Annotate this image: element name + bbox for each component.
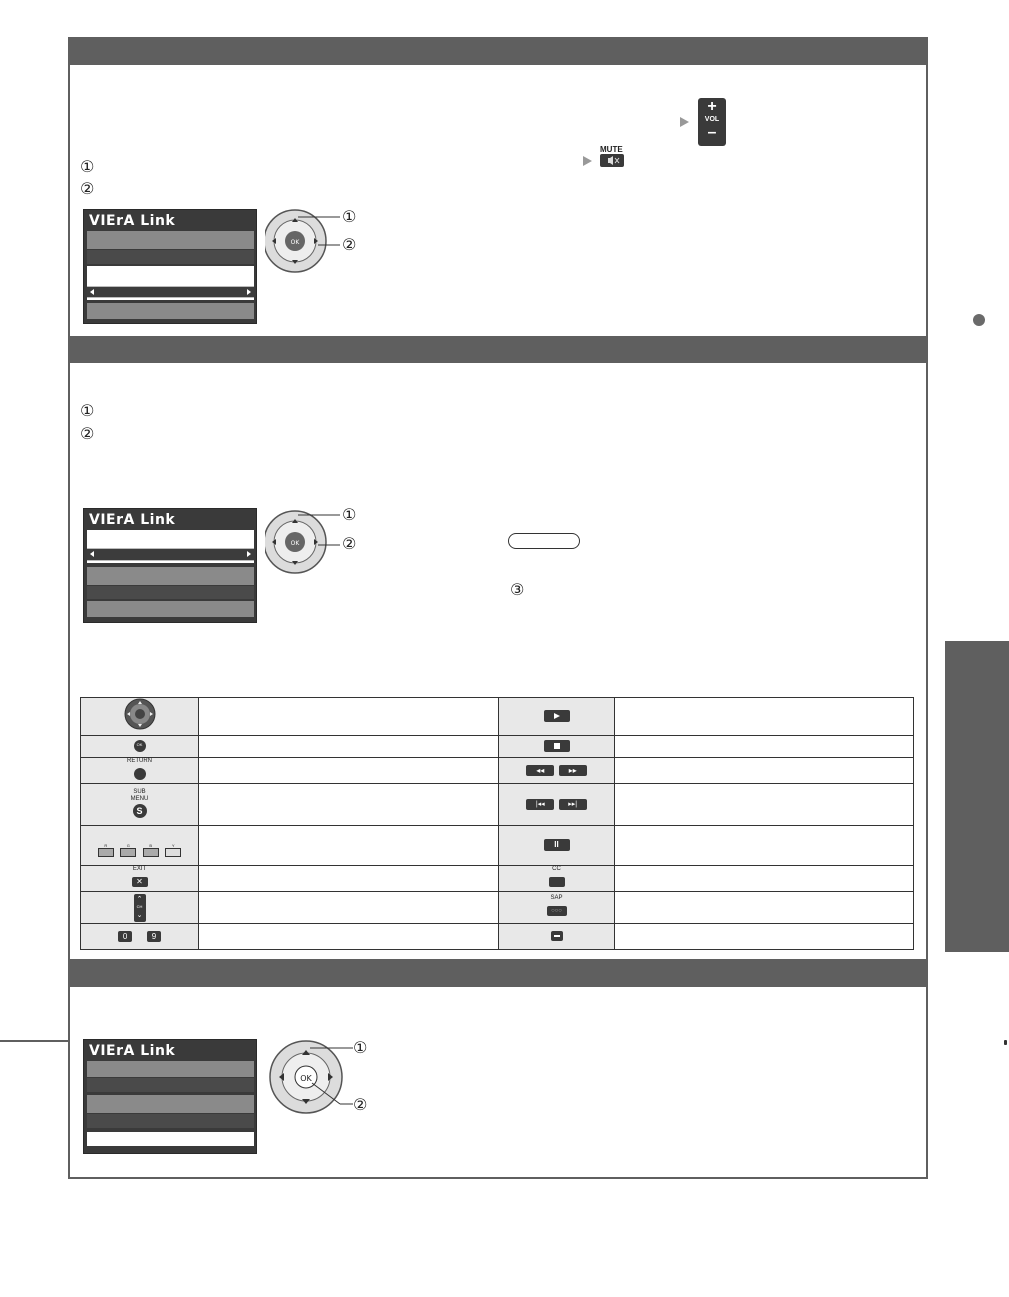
callout-2: ②	[342, 235, 357, 254]
svg-text:OK: OK	[290, 540, 300, 547]
dash-icon	[551, 931, 563, 941]
return-label: RETURN	[127, 758, 152, 764]
cc-icon	[549, 877, 565, 887]
callout-1: ①	[342, 207, 357, 226]
table-cell	[199, 698, 499, 736]
section-header-bar-2	[69, 336, 928, 363]
table-cell	[199, 866, 499, 892]
bullet-dot	[973, 314, 985, 326]
mute-label: MUTE	[600, 145, 623, 154]
table-cell	[81, 758, 199, 784]
sap-icon: ○○○	[547, 906, 567, 916]
skip-forward-icon: ▸▸|	[559, 799, 587, 810]
exit-label: EXIT	[132, 866, 147, 872]
table-cell	[81, 892, 199, 924]
stop-icon	[544, 740, 570, 752]
step-number-2: ②	[80, 179, 95, 198]
table-cell	[615, 924, 914, 950]
arrow-icon	[680, 117, 689, 127]
dpad-small-icon	[124, 698, 156, 730]
table-cell	[499, 736, 615, 758]
table-cell	[499, 866, 615, 892]
table-cell	[615, 866, 914, 892]
step-number-1: ①	[80, 401, 95, 420]
small-dot	[1004, 1040, 1007, 1045]
table-cell	[199, 784, 499, 826]
ok-button-icon: OK	[134, 740, 146, 752]
table-cell	[81, 866, 199, 892]
table-cell	[81, 736, 199, 758]
step-number-2: ②	[80, 424, 95, 443]
table-cell	[81, 826, 199, 866]
sub-menu-icon: S	[133, 804, 147, 818]
svg-text:OK: OK	[300, 1074, 312, 1083]
table-cell	[615, 784, 914, 826]
viera-link-menu-2	[83, 508, 257, 623]
table-cell	[81, 924, 199, 950]
callout-1: ①	[342, 505, 357, 524]
viera-link-menu-3	[83, 1039, 257, 1154]
table-cell	[499, 892, 615, 924]
fast-forward-icon: ▸▸	[559, 765, 587, 776]
table-cell	[615, 758, 914, 784]
table-cell	[499, 924, 615, 950]
table-cell	[499, 826, 615, 866]
callout-2: ②	[342, 534, 357, 553]
color-keys-icon: R G B Y	[97, 834, 182, 857]
return-icon	[134, 768, 146, 780]
table-cell	[199, 758, 499, 784]
rewind-icon: ◂◂	[526, 765, 554, 776]
vol-label: VOL	[704, 116, 720, 123]
table-cell	[81, 698, 199, 736]
side-tab	[945, 641, 1009, 952]
section-header-bar-3	[69, 959, 928, 987]
pause-icon: II	[544, 839, 570, 851]
number-0-icon: 0	[118, 931, 132, 942]
svg-text:OK: OK	[290, 239, 300, 246]
mute-button-icon	[600, 154, 624, 167]
sap-label: SAP	[550, 895, 563, 901]
table-cell	[81, 784, 199, 826]
table-cell	[615, 826, 914, 866]
table-cell	[199, 826, 499, 866]
play-icon	[544, 710, 570, 722]
viera-link-menu-1	[83, 209, 257, 324]
table-cell	[615, 698, 914, 736]
table-cell	[199, 924, 499, 950]
table-cell	[499, 698, 615, 736]
table-cell	[199, 736, 499, 758]
volume-button-icon: + VOL –	[698, 98, 726, 146]
table-cell	[199, 892, 499, 924]
channel-button-icon: ⌃ CH ⌄	[134, 894, 146, 922]
viera-link-logo: VIErA Link	[89, 512, 176, 528]
oval-button-icon	[508, 533, 580, 549]
table-cell	[499, 784, 615, 826]
exit-icon: ✕	[132, 877, 148, 887]
margin-rule	[0, 1040, 68, 1042]
step-number-3: ③	[510, 580, 525, 599]
remote-controls-table	[80, 697, 914, 950]
cc-label: CC	[552, 866, 561, 872]
callout-2: ②	[353, 1095, 368, 1114]
arrow-icon	[583, 156, 592, 166]
skip-back-icon: |◂◂	[526, 799, 554, 810]
number-9-icon: 9	[147, 931, 161, 942]
table-cell	[615, 892, 914, 924]
step-number-1: ①	[80, 157, 95, 176]
sub-menu-label: SUB MENU	[130, 788, 149, 802]
table-cell	[499, 758, 615, 784]
section-header-bar-1	[69, 38, 928, 65]
viera-link-logo: VIErA Link	[89, 213, 176, 229]
viera-link-logo: VIErA Link	[89, 1043, 176, 1059]
callout-1: ①	[353, 1038, 368, 1057]
table-cell	[615, 736, 914, 758]
